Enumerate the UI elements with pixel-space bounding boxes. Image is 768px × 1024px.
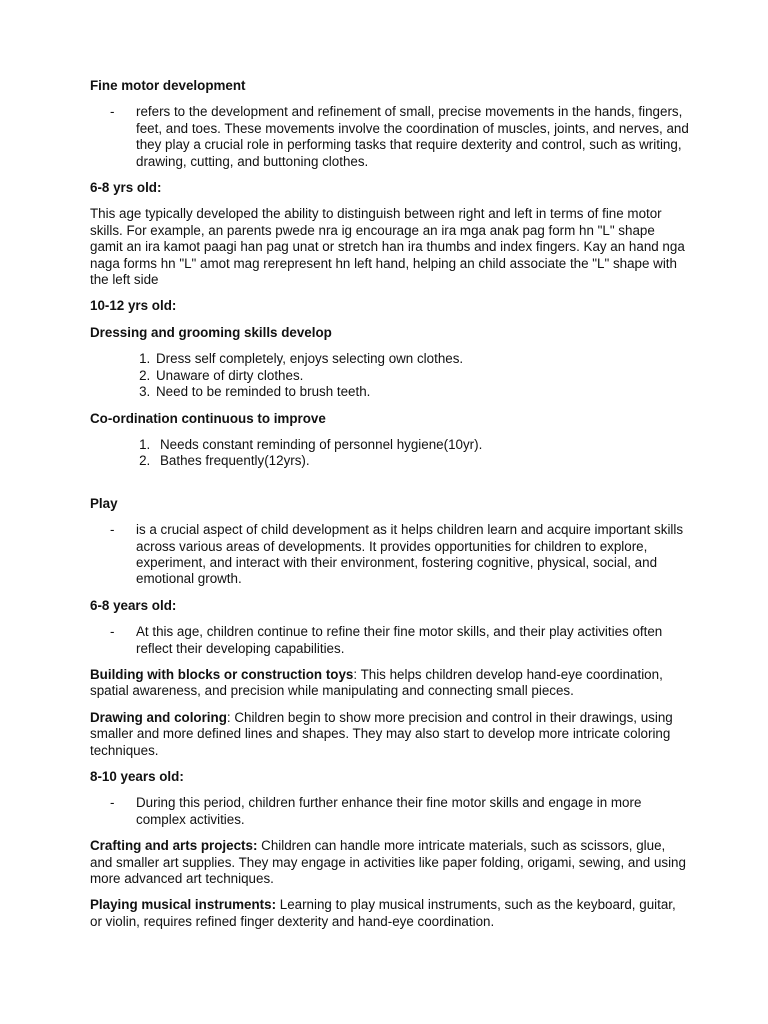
dash-bullet: - [110, 624, 115, 640]
fine-motor-description: refers to the development and refinement of small, precise movements in the hands, fingers, feet, and toes. These movements involve the coordination of muscles, joints, and nerves, and they play a crucial role in performing tasks that require dexterity and control, such as writing, drawing, cutting, and buttoning clothes. [136, 104, 689, 169]
blank-line [90, 480, 690, 496]
play-age-8-10-note [110, 795, 690, 828]
age-6-8-heading: 6-8 yrs old: [90, 180, 162, 196]
list-item: 1. Dress self completely, enjoys selecting own clothes. [154, 351, 690, 367]
crafting-label: Crafting and arts projects: [90, 838, 258, 854]
play-age-6-8-note [110, 624, 690, 657]
fine-motor-definition [110, 104, 690, 170]
dressing-heading: Dressing and grooming skills develop [90, 324, 332, 340]
play-age-6-8-text: At this age, children continue to refine their fine motor skills, and their play activities often reflect their developing capabilities. [136, 624, 663, 656]
list-item: 2. Bathes frequently(12yrs). [154, 453, 690, 469]
music-text: Learning to play musical instruments, such as the keyboard, guitar, or violin, requires refined finger dexterity and hand-eye coordination. [90, 897, 676, 929]
document-page [90, 78, 690, 940]
play-age-8-10-heading: 8-10 years old: [90, 769, 184, 784]
age-6-8-paragraph: This age typically developed the ability to distinguish between right and left in terms of fine motor skills. For example, an parents pwede nra ig encourage an ira mga anak pag form hn "L" shape gamit an ira kamot paagi han pag unat or stretch han ira thumbs and index fingers. Kay an hand nga naga forms hn "L" amot mag rerepresent hn left hand, helping an child associate the "L" shape with the left side [90, 206, 685, 288]
coordination-heading: Co-ordination continuous to improve [90, 410, 326, 426]
play-heading: Play [90, 495, 118, 511]
fine-motor-heading: Fine motor development [90, 78, 246, 93]
dressing-list [90, 351, 690, 400]
drawing-paragraph [90, 710, 690, 759]
music-paragraph [90, 897, 690, 930]
crafting-paragraph [90, 838, 690, 887]
music-label: Playing musical instruments: [90, 897, 277, 913]
list-item: 1. Needs constant reminding of personnel hygiene(10yr). [154, 437, 690, 453]
crafting-text: Children can handle more intricate materials, such as scissors, glue, and smaller art supplies. They may engage in activities like paper folding, origami, sewing, and using more advanced art techniques. [90, 838, 686, 887]
coordination-list [90, 437, 690, 470]
drawing-label: Drawing and coloring [90, 709, 227, 725]
drawing-text: : Children begin to show more precision and control in their drawings, using smaller and more defined lines and shapes. They may also start to develop more intricate coloring techniques. [90, 709, 673, 758]
blocks-paragraph [90, 667, 690, 700]
dash-bullet: - [110, 795, 115, 811]
play-age-8-10-text: During this period, children further enhance their fine motor skills and engage in more complex activities. [136, 795, 642, 827]
blocks-text: : This helps children develop hand-eye coordination, spatial awareness, and precision while manipulating and connecting small pieces. [90, 666, 663, 699]
play-description: is a crucial aspect of child development as it helps children learn and acquire important skills across various areas of developments. It provides opportunities for children to explore, experiment, and interact with their environment, fostering cognitive, physical, social, and emotional growth. [136, 522, 684, 587]
play-age-6-8-heading: 6-8 years old: [90, 597, 177, 613]
list-item: 2. Unaware of dirty clothes. [154, 368, 690, 384]
play-definition [110, 522, 690, 588]
dash-bullet: - [110, 104, 115, 120]
dash-bullet: - [110, 522, 115, 538]
age-10-12-heading: 10-12 yrs old: [90, 298, 177, 314]
blocks-label: Building with blocks or construction toys [90, 666, 354, 682]
list-item: 3. Need to be reminded to brush teeth. [154, 384, 690, 400]
